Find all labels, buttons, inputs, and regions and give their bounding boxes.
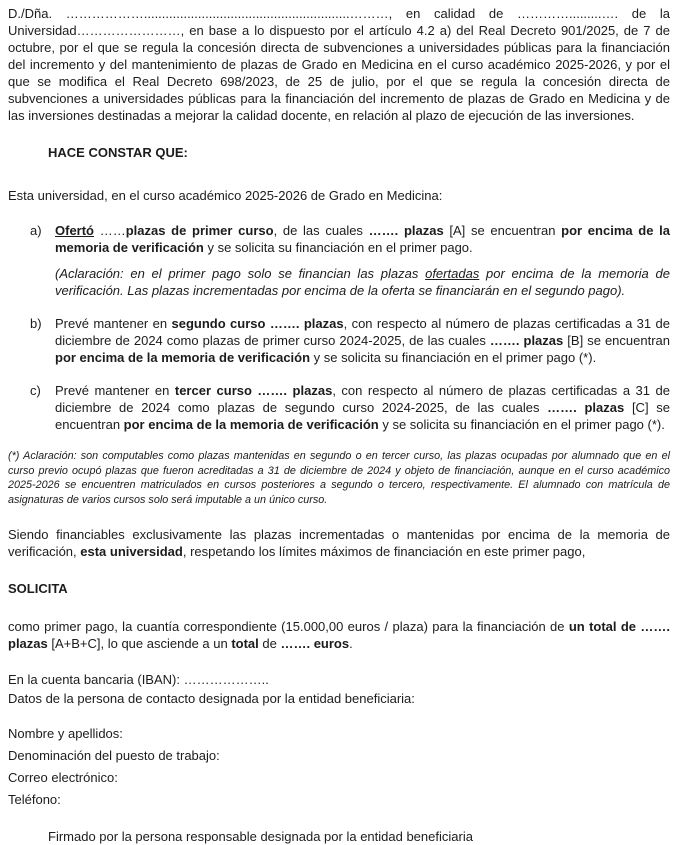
intro-paragraph: D./Dña. ……………….........................................................………, en calidad de ………….........…. de la Universidad……………………, en base a lo dispuesto por el artículo 4.2 a) del Real Decreto 901/2025, de 7 de octubre, por el que se regula la concesión directa de subvenciones a universidades públicas para la financiación del incremento y del mantenimiento de plazas de Grado en Medicina en el curso académico 2025-2026, y por el que se modifica el Real Decreto 698/2023, de 25 de julio, por el que se regula la concesión directa de subvenciones a universidades públicas para la financiación del incremento de plazas de Grado en Medicina y de las inversiones destinadas a mejorar la calidad docente, en relación al plazo de ejecución de las inversiones. <box>8 6 670 123</box>
list-marker-a: a) <box>30 223 42 238</box>
item-a-text: Ofertó ……plazas de primer curso, de las cuales ……. plazas [A] se encuentran por encima de la memoria de verificación y se solicita su financiación en el primer pago. <box>55 223 671 255</box>
footnote-clarification: (*) Aclaración: son computables como plazas mantenidas en segundo o en tercer curso, las plazas ocupadas por alumnado que en el curso previo ocupó plazas que fueron acreditadas a 31 de diciembre de 2024 y objeto de financiación, aunque en el curso académico 2025-2026 se encuentren matriculados en cursos posteriores a segundo o tercero, respectivamente. El alumnado con matrícula de asignaturas de varios cursos solo será imputable a un único curso. <box>8 450 670 506</box>
contact-email-label: Correo electrónico: <box>8 770 118 785</box>
iban-line: En la cuenta bancaria (IBAN): ……………….. <box>8 672 269 687</box>
primer-pago-paragraph: como primer pago, la cuantía correspondiente (15.000,00 euros / plaza) para la financiación de un total de ……. plazas [A+B+C], lo que asciende a un total de ……. euros. <box>8 619 670 651</box>
contact-name-label: Nombre y apellidos: <box>8 726 123 741</box>
list-item-b-body <box>55 315 670 366</box>
list-item-c <box>30 382 670 433</box>
contact-job-title-label: Denominación del puesto de trabajo: <box>8 748 220 763</box>
signature-line: Firmado por la persona responsable designada por la entidad beneficiaria <box>48 829 473 844</box>
item-a-clarification: (Aclaración: en el primer pago solo se financian las plazas ofertadas por encima de la memoria de verificación. Las plazas incrementadas por encima de la oferta se financiarán en el segundo pago). <box>55 266 670 298</box>
curso-academico-paragraph: Esta universidad, en el curso académico 2025-2026 de Grado en Medicina: <box>8 188 443 203</box>
list-item-a-body <box>55 222 670 299</box>
item-c-text: Prevé mantener en tercer curso ……. plazas, con respecto al número de plazas certificadas a 31 de diciembre de 2024 como plazas de segundo curso 2024-2025, de las cuales ……. plazas [C] se encuentran por encima de la memoria de verificación y se solicita su financiación en el primer pago (*). <box>55 383 670 432</box>
datos-contacto-line: Datos de la persona de contacto designada por la entidad beneficiaria: <box>8 691 415 706</box>
list-item-b <box>30 315 670 366</box>
contact-phone-label: Teléfono: <box>8 792 61 807</box>
solicita-heading: SOLICITA <box>8 581 68 596</box>
list-marker-c: c) <box>30 383 41 398</box>
list-item-c-body <box>55 382 670 433</box>
hace-constar-heading: HACE CONSTAR QUE: <box>48 145 188 160</box>
list-item-a <box>30 222 670 299</box>
siendo-financiables-paragraph: Siendo financiables exclusivamente las plazas incrementadas o mantenidas por encima de la memoria de verificación, esta universidad, respetando los límites máximos de financiación en este primer pago, <box>8 527 670 559</box>
list-marker-b: b) <box>30 316 42 331</box>
item-b-text: Prevé mantener en segundo curso ……. plazas, con respecto al número de plazas certificadas a 31 de diciembre de 2024 como plazas de primer curso 2024-2025, de las cuales ……. plazas [B] se encuentran por encima de la memoria de verificación y se solicita su financiación en el primer pago (*). <box>55 316 671 365</box>
